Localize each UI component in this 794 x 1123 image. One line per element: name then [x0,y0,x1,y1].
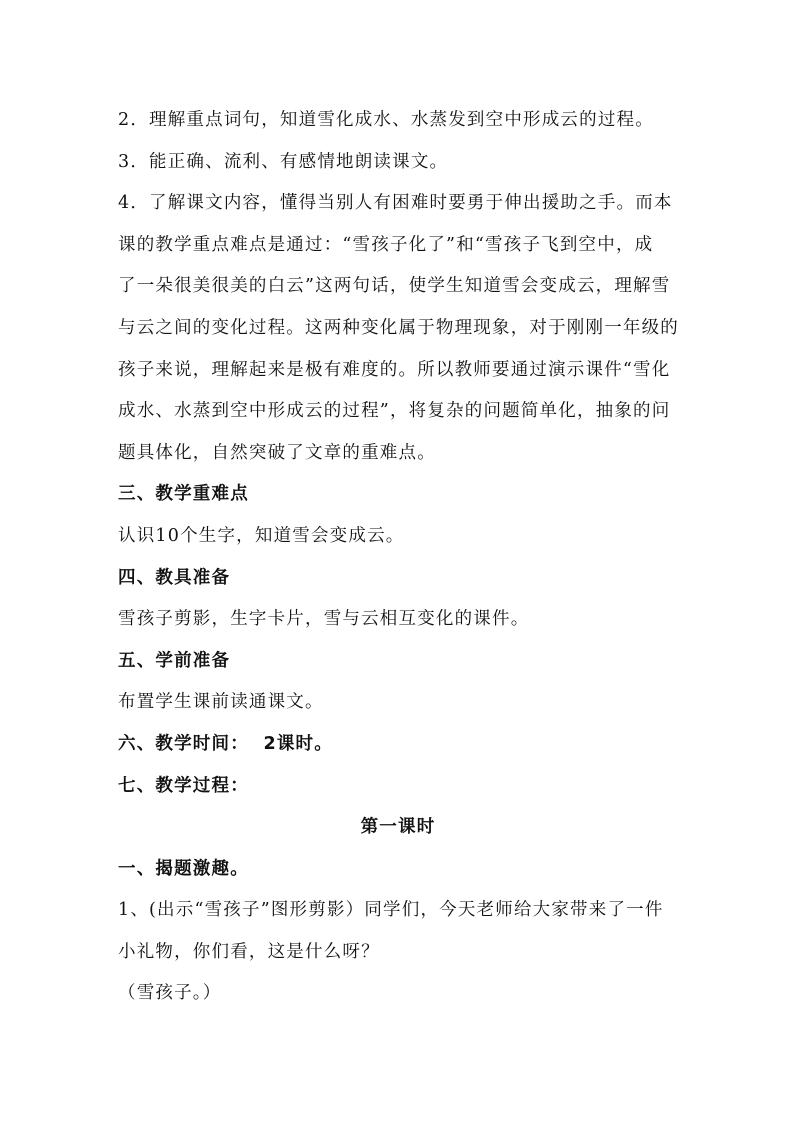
paragraph-line: 孩子来说，理解起来是极有难度的。所以教师要通过演示课件“雪化 [118,359,671,380]
section-heading: 四、教具准备 [118,567,231,588]
paragraph-line: 成水、水蒸到空中形成云的过程”，将复杂的问题简单化，抽象的问 [118,401,671,422]
section-heading: 五、学前准备 [118,650,231,671]
paragraph-line: 3．能正确、流利、有感情地朗读课文。 [118,151,449,172]
paragraph-line: 4．了解课文内容，懂得当别人有困难时要勇于伸出援助之手。而本 [118,193,673,214]
paragraph-line: 布置学生课前读通课文。 [118,692,324,713]
paragraph-line: 课的教学重点难点是通过：“雪孩子化了”和“雪孩子飞到空中，成 [118,234,654,255]
paragraph-line: 小礼物，你们看，这是什么呀？ [118,941,380,962]
section-heading: 三、教学重难点 [118,484,249,505]
paragraph-line: 与云之间的变化过程。这两种变化属于物理现象，对于刚刚一年级的 [118,317,679,338]
document-body [118,100,678,1015]
paragraph-line: 1、(出示“雪孩子”图形剪影）同学们，今天老师给大家带来了一件 [118,900,664,921]
paragraph-line: 认识10个生字，知道雪会变成云。 [118,525,405,546]
section-heading: 六、教学时间： 2课时。 [118,733,333,754]
paragraph-line: （雪孩子。） [118,983,222,1004]
paragraph-line: 雪孩子剪影，生字卡片，雪与云相互变化的课件。 [118,609,530,630]
section-heading: 一、揭题激趣。 [118,858,249,879]
lesson-title: 第一课时 [360,817,436,838]
paragraph-line: 题具体化，自然突破了文章的重难点。 [118,442,436,463]
paragraph-line: 了一朵很美很美的白云”这两句话，使学生知道雪会变成云，理解雪 [118,276,671,297]
section-heading: 七、教学过程： [118,775,249,796]
paragraph-line: 2．理解重点词句，知道雪化成水、水蒸发到空中形成云的过程。 [118,110,654,130]
